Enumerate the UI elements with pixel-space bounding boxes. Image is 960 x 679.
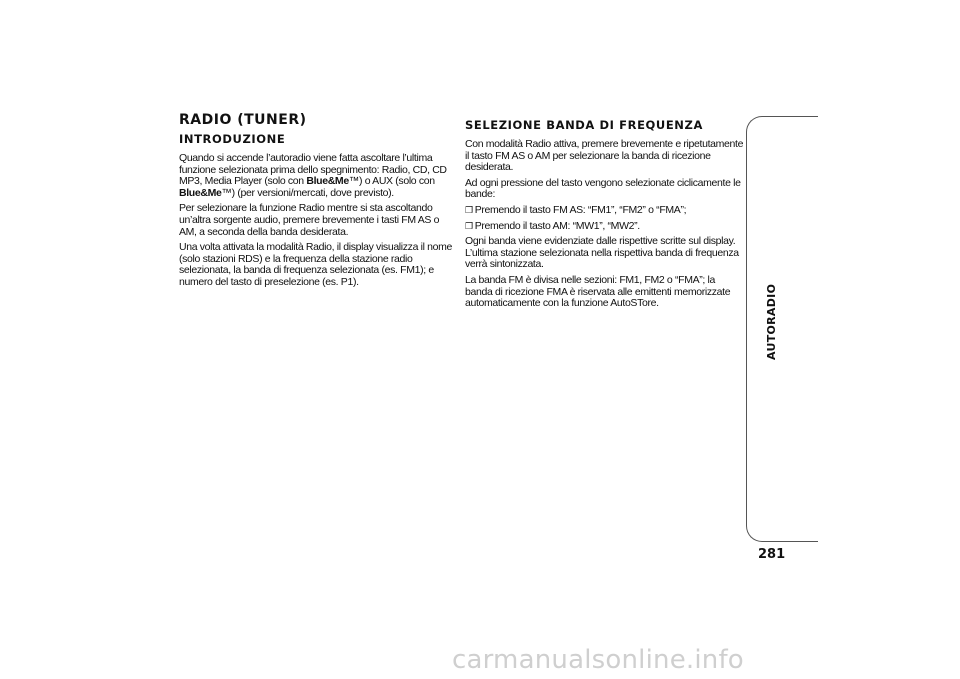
chapter-tab-label: AUTORADIO xyxy=(765,283,778,360)
bullet-item-fm xyxy=(465,205,745,217)
checkbox-bullet-icon: ❒ xyxy=(465,220,473,231)
paragraph-intro xyxy=(179,153,455,199)
brand-name: Blue&Me xyxy=(306,175,349,188)
paragraph-select-radio: Per selezionare la funzione Radio mentre si sta ascoltando un’altra sorgente audio, premere brevemente i tasti FM AS o AM, a seconda della banda desiderata. xyxy=(179,202,440,238)
page-number: 281 xyxy=(758,547,786,562)
paragraph-fm-sections: La banda FM è divisa nelle sezioni: FM1, FM2 o “FMA”; la banda di ricezione FMA è riservata alle emittenti memorizzate automaticamente con la funzione AutoSTore. xyxy=(465,273,731,310)
bullet-text-am: Premendo il tasto AM: “MW1”, “MW2”. xyxy=(474,219,640,232)
paragraph-intro-part1: Quando si accende l’autoradio viene fatta ascoltare l’ultima funzione selezionata prima dello spegnimento: Radio, CD, CD MP3, Media Player (solo con xyxy=(179,152,447,188)
checkbox-bullet-icon: ❒ xyxy=(465,204,473,215)
left-column xyxy=(179,112,455,293)
brand-name-2: Blue&Me xyxy=(179,186,222,199)
chapter-tab-frame xyxy=(746,116,818,542)
paragraph-intro-part2: ™) o AUX (solo con xyxy=(348,175,435,188)
paragraph-display-info: Una volta attivata la modalità Radio, il display visualizza il nome (solo stazioni RDS) e la frequenza della stazione radio selezionata, la banda di frequenza selezionata (es. FM1); e numero del tasto di preselezione (es. P1). xyxy=(179,241,453,288)
paragraph-intro-part3: ™) (per versioni/mercati, dove previsto). xyxy=(221,186,394,199)
paragraph-band-display: Ogni banda viene evidenziate dalle rispettive scritte sul display. L’ultima stazione selezionata nella rispettiva banda di frequenza verrà sintonizzata. xyxy=(465,235,739,271)
watermark: carmanualsonline.info xyxy=(452,645,744,675)
subsection-title-banda: SELEZIONE BANDA DI FREQUENZA xyxy=(465,118,703,132)
paragraph-band-select: Con modalità Radio attiva, premere brevemente e ripetutamente il tasto FM AS o AM per selezionare la banda di ricezione desiderata. xyxy=(465,138,744,174)
paragraph-band-cycle: Ad ogni pressione del tasto vengono selezionate ciclicamente le bande: xyxy=(465,176,741,201)
right-column xyxy=(465,118,745,314)
bullet-item-am xyxy=(465,221,745,233)
bullet-text-fm: Premendo il tasto FM AS: “FM1”, “FM2” o “FMA”; xyxy=(474,203,687,216)
section-title: RADIO (TUNER) xyxy=(179,112,307,128)
subsection-title-introduzione: INTRODUZIONE xyxy=(179,132,286,146)
